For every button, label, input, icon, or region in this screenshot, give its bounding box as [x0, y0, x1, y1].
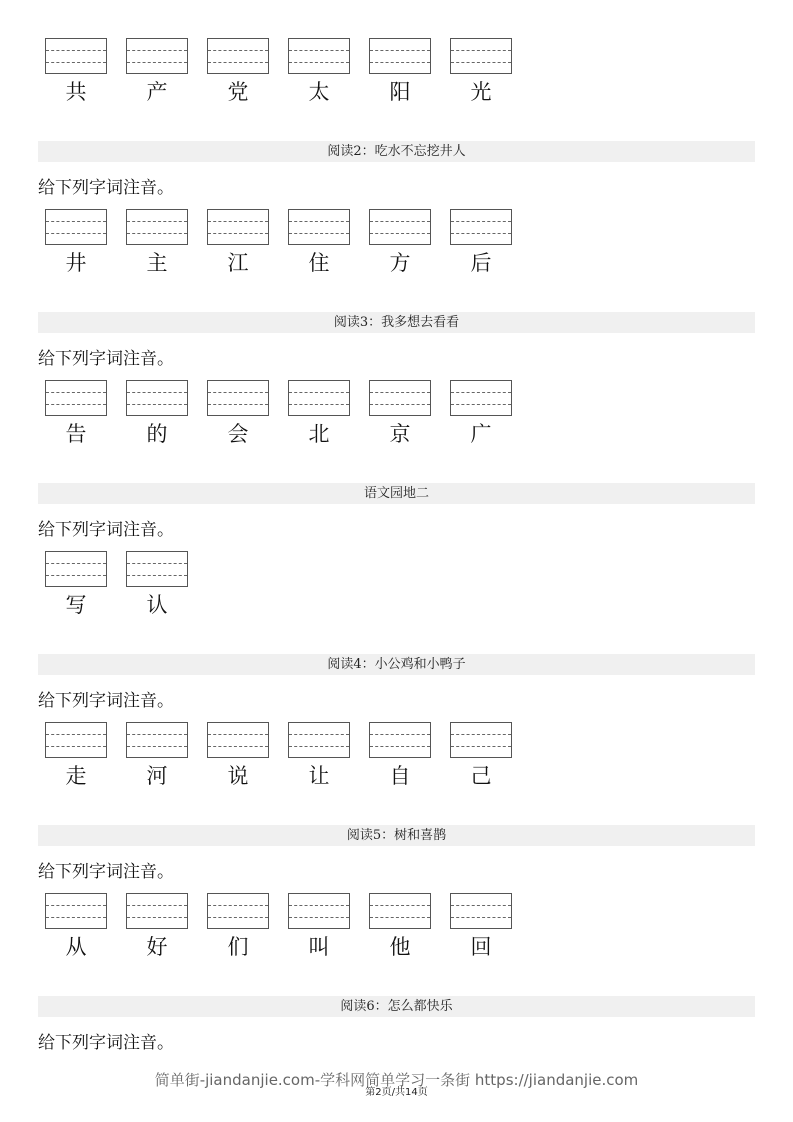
- box-slot: [45, 551, 126, 587]
- character: 说: [227, 764, 249, 788]
- character-row: [0, 587, 793, 621]
- pinyin-writing-box[interactable]: [45, 722, 107, 758]
- box-slot: [45, 209, 126, 245]
- box-slot: [450, 209, 531, 245]
- pinyin-writing-box[interactable]: [450, 38, 512, 74]
- pinyin-writing-box[interactable]: [288, 893, 350, 929]
- character: 阳: [389, 80, 411, 104]
- character-row: [0, 245, 793, 279]
- box-slot: [126, 893, 207, 929]
- page-number: 第2页/共14页: [365, 1087, 428, 1098]
- character: 方: [389, 251, 411, 275]
- box-slot: [45, 722, 126, 758]
- box-slot: [450, 38, 531, 74]
- box-slot: [288, 893, 369, 929]
- pinyin-box-row: [0, 551, 793, 587]
- pinyin-writing-box[interactable]: [45, 551, 107, 587]
- character: 河: [146, 764, 168, 788]
- box-slot: [288, 722, 369, 758]
- box-slot: [126, 722, 207, 758]
- pinyin-writing-box[interactable]: [450, 380, 512, 416]
- exercise-section: [0, 825, 793, 996]
- pinyin-writing-box[interactable]: [207, 722, 269, 758]
- pinyin-writing-box[interactable]: [45, 893, 107, 929]
- pinyin-box-row: [0, 380, 793, 416]
- pinyin-writing-box[interactable]: [126, 380, 188, 416]
- instruction: 给下列字词注音。: [38, 1033, 174, 1053]
- character: 共: [65, 80, 87, 104]
- character: 北: [308, 422, 330, 446]
- box-slot: [45, 38, 126, 74]
- section-title: 阅读4：小公鸡和小鸭子: [38, 654, 755, 675]
- character: 广: [470, 422, 492, 446]
- box-slot: [207, 380, 288, 416]
- pinyin-writing-box[interactable]: [207, 893, 269, 929]
- box-slot: [207, 209, 288, 245]
- box-slot: [369, 380, 450, 416]
- pinyin-writing-box[interactable]: [288, 722, 350, 758]
- box-slot: [369, 893, 450, 929]
- character: 党: [227, 80, 249, 104]
- character: 井: [65, 251, 87, 275]
- character: 产: [146, 80, 168, 104]
- pinyin-writing-box[interactable]: [450, 893, 512, 929]
- pinyin-writing-box[interactable]: [369, 38, 431, 74]
- character: 走: [65, 764, 87, 788]
- character: 回: [470, 935, 492, 959]
- watermark: 简单街-jiandanjie.com-学科网简单学习一条街 https://jiandanjie.com: [154, 1071, 639, 1089]
- pinyin-writing-box[interactable]: [207, 209, 269, 245]
- box-slot: [126, 38, 207, 74]
- box-slot: [450, 893, 531, 929]
- character: 后: [470, 251, 492, 275]
- box-slot: [45, 893, 126, 929]
- pinyin-writing-box[interactable]: [126, 38, 188, 74]
- character: 好: [146, 935, 168, 959]
- box-slot: [450, 722, 531, 758]
- pinyin-box-row: [0, 38, 793, 74]
- character-row: [0, 929, 793, 963]
- character-row: [0, 74, 793, 108]
- box-slot: [207, 722, 288, 758]
- character: 会: [227, 422, 249, 446]
- box-slot: [45, 380, 126, 416]
- pinyin-box-row: [0, 722, 793, 758]
- box-slot: [126, 551, 207, 587]
- character: 自: [389, 764, 411, 788]
- character: 认: [146, 593, 168, 617]
- instruction: 给下列字词注音。: [38, 520, 174, 540]
- section-title: 阅读5：树和喜鹊: [38, 825, 755, 846]
- box-slot: [288, 380, 369, 416]
- character: 从: [65, 935, 87, 959]
- character: 叫: [308, 935, 330, 959]
- pinyin-writing-box[interactable]: [450, 722, 512, 758]
- character-row: [0, 758, 793, 792]
- pinyin-box-row: [0, 209, 793, 245]
- top-exercise: [0, 0, 793, 141]
- box-slot: [369, 38, 450, 74]
- pinyin-writing-box[interactable]: [126, 551, 188, 587]
- box-slot: [126, 380, 207, 416]
- section-title: 阅读6：怎么都快乐: [38, 996, 755, 1017]
- pinyin-box-row: [0, 893, 793, 929]
- pinyin-writing-box[interactable]: [369, 380, 431, 416]
- character: 江: [227, 251, 249, 275]
- exercise-section: [0, 996, 793, 1055]
- box-slot: [207, 893, 288, 929]
- box-slot: [126, 209, 207, 245]
- instruction: 给下列字词注音。: [38, 349, 174, 369]
- pinyin-writing-box[interactable]: [450, 209, 512, 245]
- pinyin-writing-box[interactable]: [369, 209, 431, 245]
- box-slot: [369, 722, 450, 758]
- box-slot: [369, 209, 450, 245]
- pinyin-writing-box[interactable]: [45, 380, 107, 416]
- pinyin-writing-box[interactable]: [288, 380, 350, 416]
- section-title: 阅读3：我多想去看看: [38, 312, 755, 333]
- section-title: 语文园地二: [38, 483, 755, 504]
- section-title: 阅读2：吃水不忘挖井人: [38, 141, 755, 162]
- character: 告: [65, 422, 87, 446]
- character: 主: [146, 251, 168, 275]
- pinyin-writing-box[interactable]: [45, 209, 107, 245]
- character: 的: [146, 422, 168, 446]
- exercise-section: [0, 141, 793, 312]
- character: 光: [470, 80, 492, 104]
- pinyin-writing-box[interactable]: [126, 893, 188, 929]
- character: 们: [227, 935, 249, 959]
- pinyin-writing-box[interactable]: [288, 209, 350, 245]
- character: 住: [308, 251, 330, 275]
- box-slot: [288, 38, 369, 74]
- exercise-section: [0, 483, 793, 654]
- pinyin-writing-box[interactable]: [207, 380, 269, 416]
- pinyin-writing-box[interactable]: [207, 38, 269, 74]
- instruction: 给下列字词注音。: [38, 862, 174, 882]
- character: 京: [389, 422, 411, 446]
- pinyin-writing-box[interactable]: [369, 893, 431, 929]
- character: 己: [470, 764, 492, 788]
- instruction: 给下列字词注音。: [38, 178, 174, 198]
- character: 让: [308, 764, 330, 788]
- box-slot: [288, 209, 369, 245]
- pinyin-writing-box[interactable]: [126, 209, 188, 245]
- box-slot: [450, 380, 531, 416]
- box-slot: [207, 38, 288, 74]
- exercise-section: [0, 654, 793, 825]
- instruction: 给下列字词注音。: [38, 691, 174, 711]
- character: 他: [389, 935, 411, 959]
- character: 太: [308, 80, 330, 104]
- pinyin-writing-box[interactable]: [288, 38, 350, 74]
- pinyin-writing-box[interactable]: [126, 722, 188, 758]
- pinyin-writing-box[interactable]: [45, 38, 107, 74]
- exercise-section: [0, 312, 793, 483]
- pinyin-writing-box[interactable]: [369, 722, 431, 758]
- character-row: [0, 416, 793, 450]
- character: 写: [65, 593, 87, 617]
